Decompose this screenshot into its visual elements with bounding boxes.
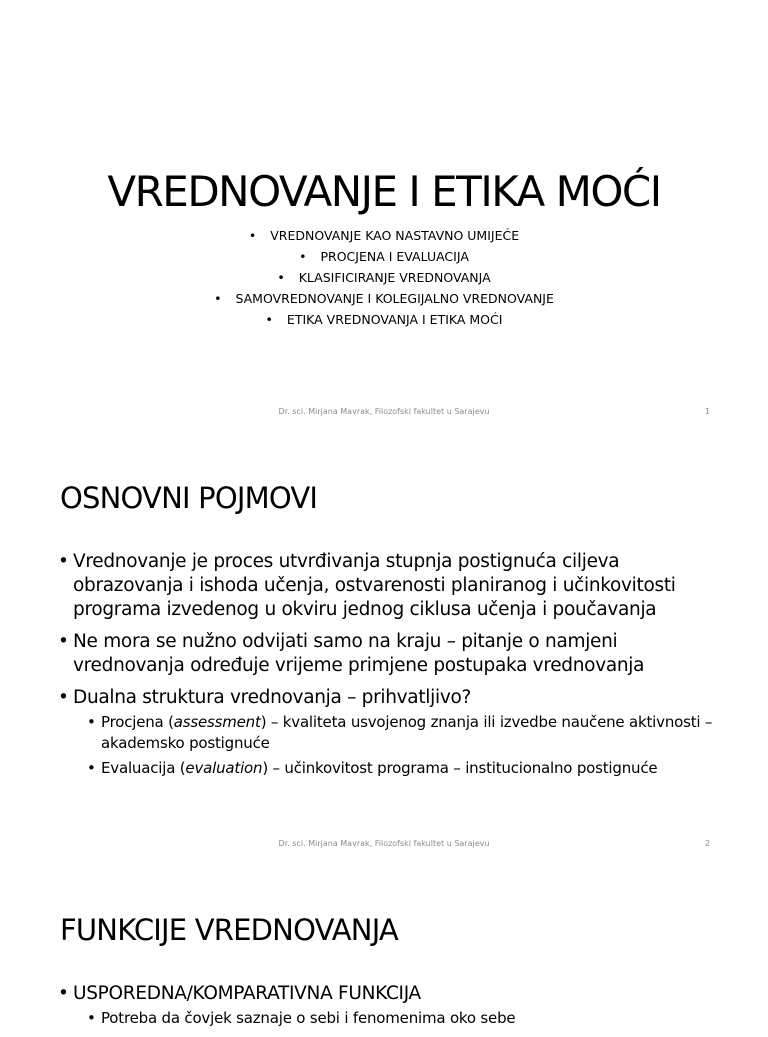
topic-list [0,225,768,330]
bullet-item: • Vrednovanje je proces utvrđivanja stupnja postignuća ciljeva obrazovanja i ishoda učenja, ostvarenosti planiranog i učinkovitosti programa izvedenog u okviru jednog ciklusa učenja i poučavanja [58,551,676,620]
slide-heading: FUNKCIJE VREDNOVANJA [60,913,398,947]
bullet: • [58,687,69,708]
bullet: • [265,312,273,327]
topic-item: • VREDNOVANJE KAO NASTAVNO UMIJEĆE [248,228,520,243]
sub-bullet-item: • Potreba da čovjek saznaje o sebi i fenomenima oko sebe [87,1009,516,1027]
slide-3 [0,864,768,1027]
page-number: 2 [704,839,710,848]
slide-1 [0,0,768,432]
slide-footer: Dr. sci. Mirjana Mavrak, Filozofski fakultet u Sarajevu [278,839,490,848]
bullet: • [87,759,96,777]
slide-2 [0,432,768,864]
bullet-list [58,550,718,787]
topic-item: • KLASIFICIRANJE VREDNOVANJA [277,270,491,285]
bullet: • [299,249,307,264]
bullet: • [248,228,257,243]
topic-item: • ETIKA VREDNOVANJA I ETIKA MOĆI [265,312,503,327]
sub-bullet-list [87,1008,718,1029]
slide-heading: OSNOVNI POJMOVI [60,481,318,515]
slide-footer: Dr. sci. Mirjana Mavrak, Filozofski fakultet u Sarajevu [278,407,490,416]
sub-bullet-item: • Procjena (assessment) – kvaliteta usvojenog znanja ili izvedbe naučene aktivnosti – akademsko postignuće [87,713,713,752]
bullet-item: • Ne mora se nužno odvijati samo na kraju – pitanje o namjeni vrednovanja određuje vrijeme primjene postupaka vrednovanja [58,631,645,676]
bullet: • [214,291,222,306]
bullet: • [277,270,285,285]
page-number: 1 [704,407,710,416]
sub-bullet-list [87,712,718,779]
bullet: • [58,983,69,1004]
bullet-list [58,982,718,1037]
bullet: • [58,631,69,652]
topic-item: • PROCJENA I EVALUACIJA [299,249,469,264]
bullet: • [58,551,69,572]
bullet: • [87,713,96,731]
bullet-item: • Dualna struktura vrednovanja – prihvatljivo? • Procjena (assessment) – kvaliteta usvojenog znanja ili izvedbe naučene aktivnosti – akademsko postignuće • Evaluacija (evaluation) – učinkovitost programa – institucionalno postignuće [58,686,718,779]
topic-item: • SAMOVREDNOVANJE I KOLEGIJALNO VREDNOVANJE [214,291,554,306]
bullet-item: • USPOREDNA/KOMPARATIVNA FUNKCIJA • Potreba da čovjek saznaje o sebi i fenomenima oko sebe [58,982,718,1029]
sub-bullet-item: • Evaluacija (evaluation) – učinkovitost programa – institucionalno postignuće [87,759,658,777]
bullet: • [87,1009,96,1027]
slide-title: VREDNOVANJE I ETIKA MOĆI [107,167,661,216]
